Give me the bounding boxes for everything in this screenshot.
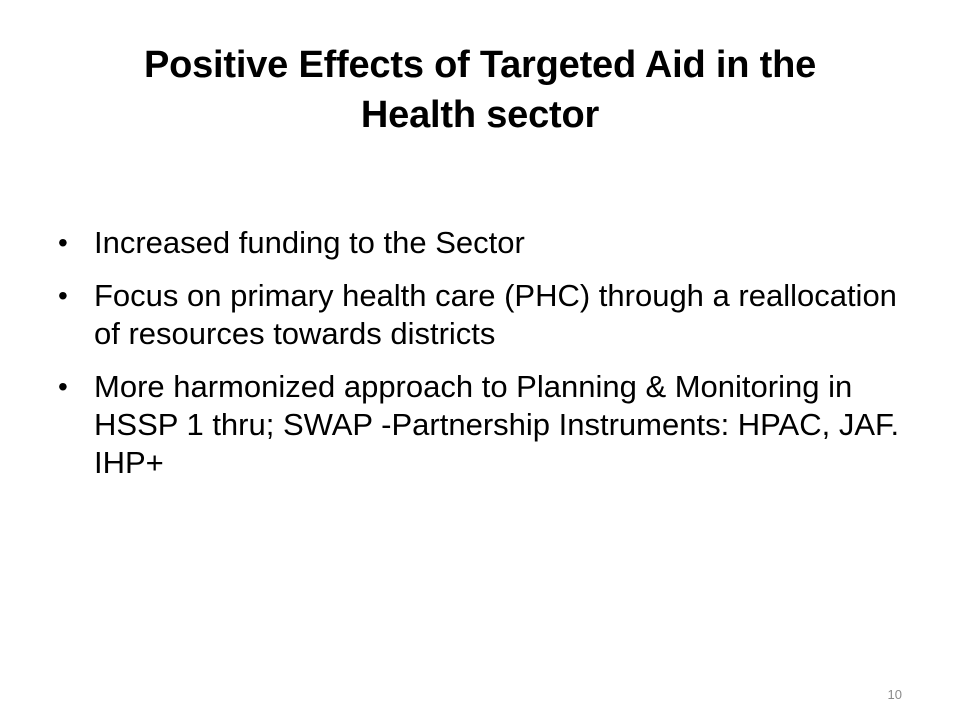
- bullet-text: Focus on primary health care (PHC) through a reallocation of resources towards districts: [94, 278, 897, 351]
- bullet-text: More harmonized approach to Planning & Monitoring in HSSP 1 thru; SWAP -Partnership Instruments: HPAC, JAF. IHP+: [94, 369, 900, 480]
- bullet-marker: •: [58, 227, 68, 258]
- bullet-marker: •: [58, 280, 68, 311]
- bullet-item-harmonized-approach: [58, 368, 908, 482]
- bullet-list: [58, 224, 908, 497]
- slide-title: [60, 40, 900, 140]
- page-number: 10: [887, 687, 902, 702]
- slide-title-line-1: Positive Effects of Targeted Aid in the: [143, 44, 817, 86]
- slide-title-line-2: Health sector: [360, 94, 600, 136]
- bullet-text: Increased funding to the Sector: [94, 225, 525, 260]
- bullet-item-increased-funding: [58, 224, 908, 262]
- bullet-item-primary-health-care: [58, 277, 908, 353]
- bullet-marker: •: [58, 371, 68, 402]
